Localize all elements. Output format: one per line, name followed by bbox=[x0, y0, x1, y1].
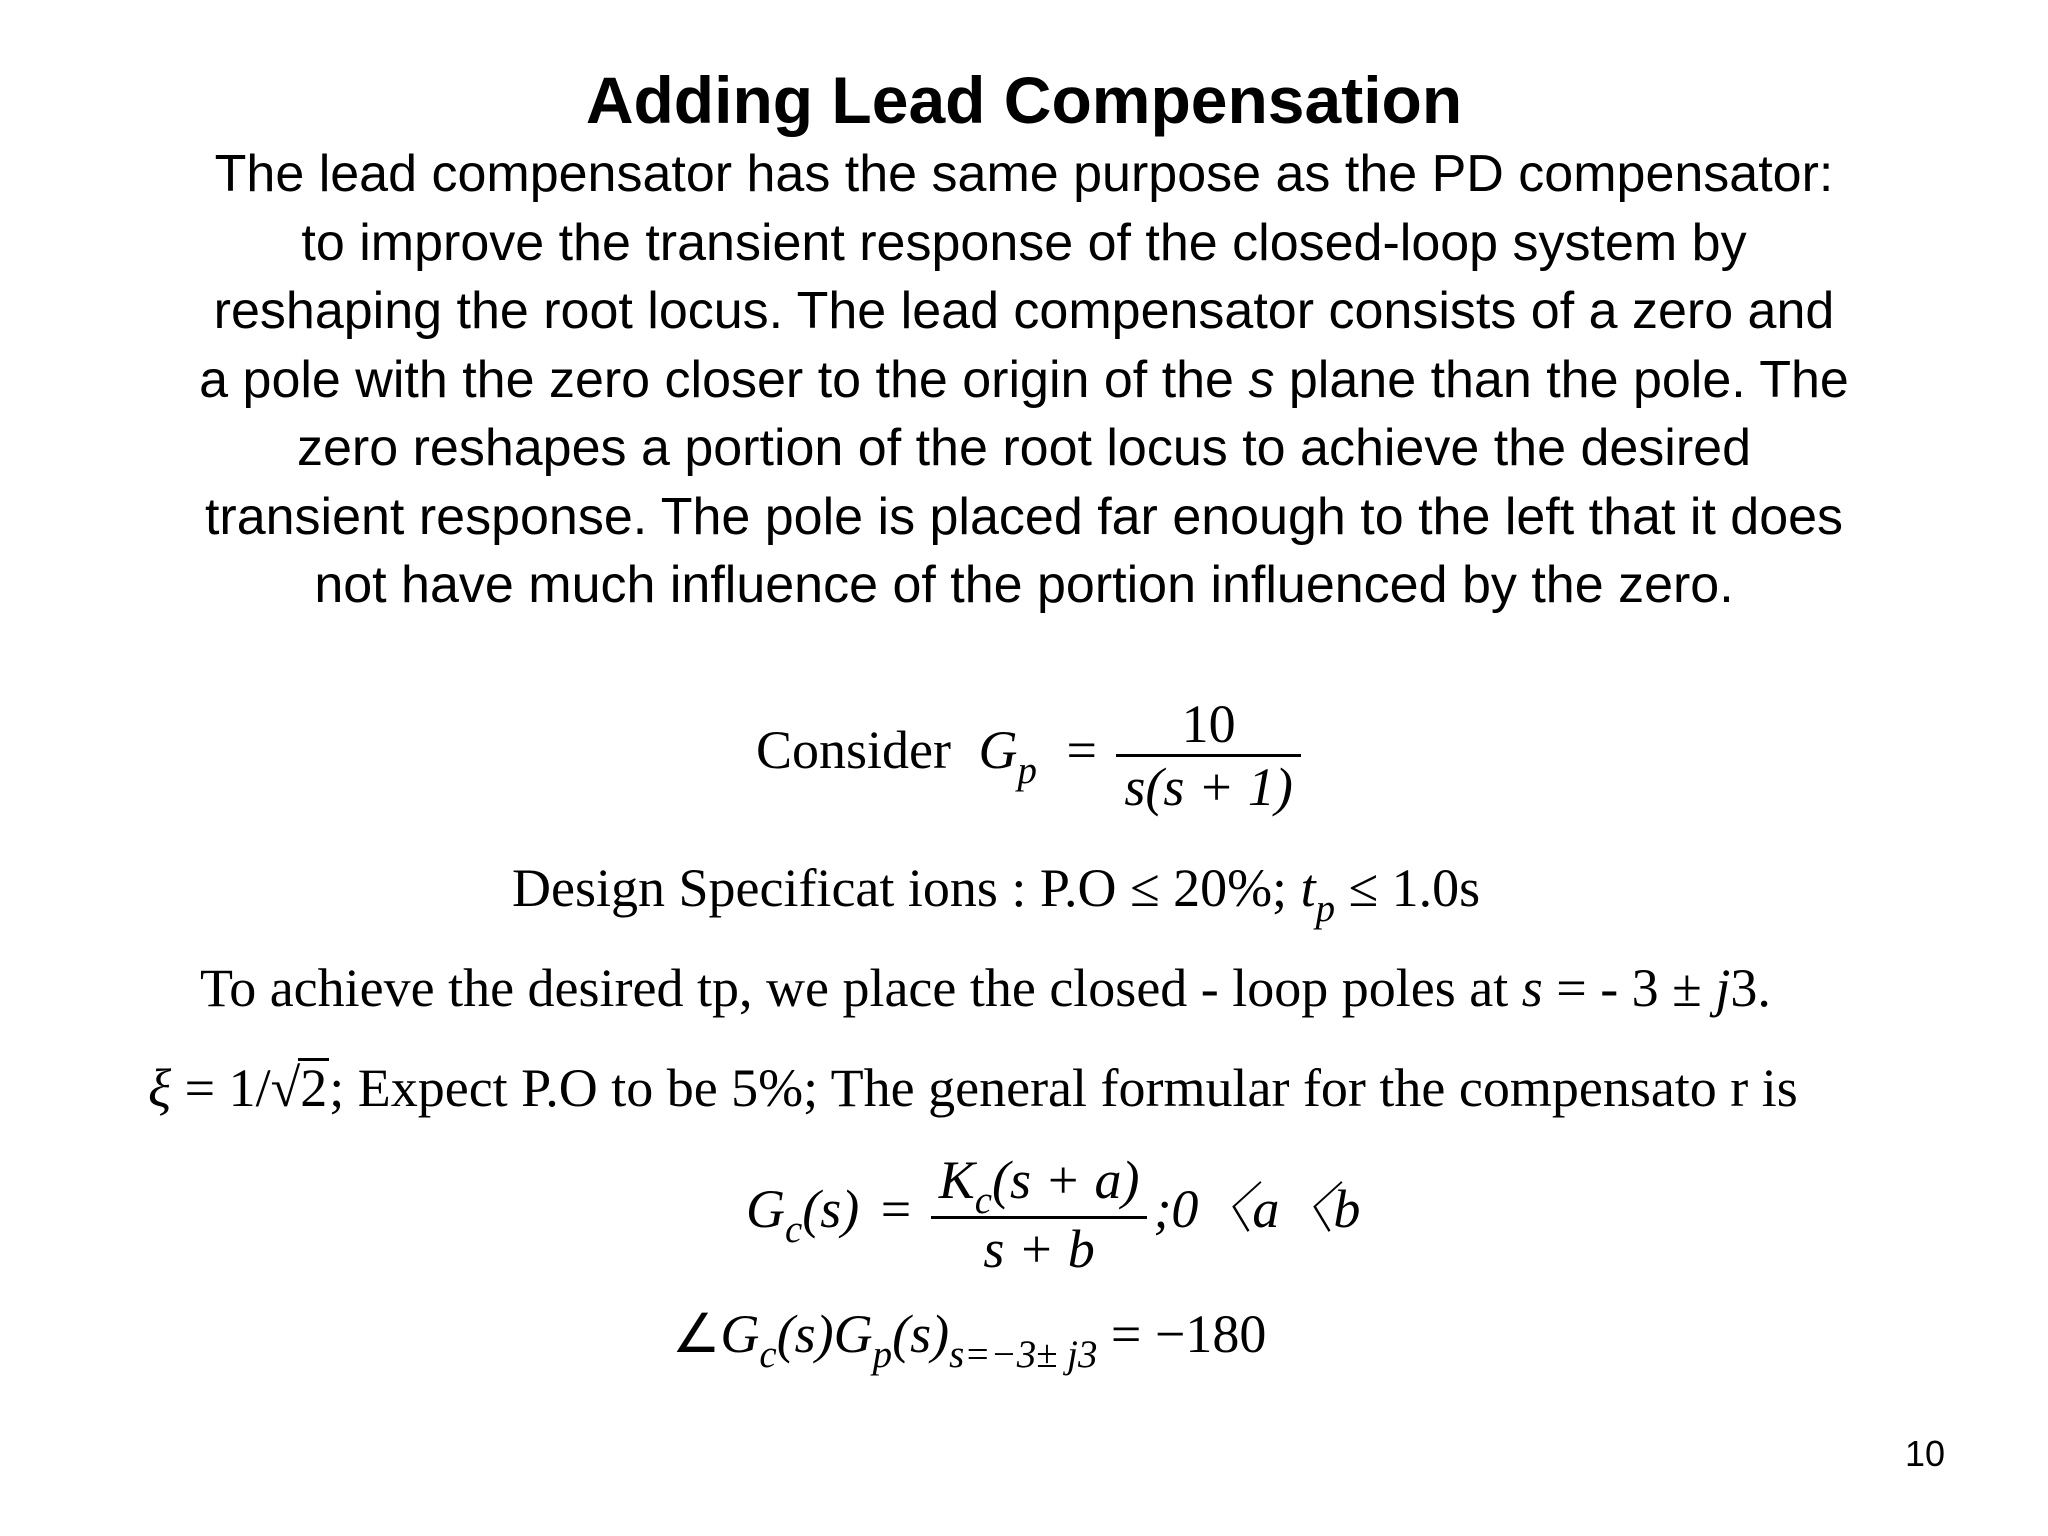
plant-transfer-function bbox=[756, 694, 1307, 817]
compensator-argument: (s) bbox=[802, 1178, 860, 1239]
numerator-term: (s + a) bbox=[992, 1150, 1140, 1210]
sqrt-radicand: 2 bbox=[300, 1058, 328, 1118]
angle-condition bbox=[672, 1304, 1267, 1376]
fraction-numerator: 10 bbox=[1116, 694, 1300, 757]
evaluation-point: s=−3± j3 bbox=[949, 1332, 1098, 1376]
body-line: to improve the transient response of the closed-loop system by bbox=[301, 213, 1747, 272]
poles-value: = - 3 ± bbox=[1542, 958, 1716, 1018]
angle-value: = −180 bbox=[1097, 1304, 1267, 1364]
poles-text: To achieve the desired tp, we place the closed - loop poles at bbox=[200, 958, 1522, 1018]
body-line: transient response. The pole is placed far enough to the left that it does bbox=[204, 487, 1844, 546]
consider-label: Consider bbox=[756, 719, 951, 780]
compensator-transfer-function bbox=[746, 1150, 1360, 1279]
page-number: 10 bbox=[1904, 1433, 1945, 1474]
body-paragraph bbox=[110, 140, 1938, 620]
angle-symbol: ∠ bbox=[672, 1304, 721, 1364]
damping-ratio-statement bbox=[148, 1058, 1798, 1118]
fraction-denominator: s + b bbox=[983, 1219, 1095, 1279]
compensator-symbol: G bbox=[720, 1304, 760, 1364]
gain-symbol: K bbox=[938, 1150, 975, 1210]
body-line: not have much influence of the portion influenced by the zero. bbox=[314, 556, 1734, 614]
peak-time-subscript: p bbox=[1315, 886, 1336, 930]
peak-time-symbol: t bbox=[1300, 858, 1316, 918]
plant-symbol: G bbox=[833, 1304, 873, 1364]
compensator-subscript: c bbox=[759, 1332, 777, 1376]
s-variable: s bbox=[1248, 350, 1275, 409]
compensator-subscript: c bbox=[785, 1207, 803, 1251]
equals-sign: = bbox=[1066, 719, 1097, 780]
compensator-argument: (s) bbox=[776, 1304, 834, 1364]
sqrt-symbol: √ bbox=[270, 1058, 301, 1118]
equals-sign: = bbox=[880, 1178, 912, 1239]
j-variable: j bbox=[1715, 958, 1731, 1018]
s-variable: s bbox=[1521, 958, 1543, 1018]
spec-tail: ≤ 1.0s bbox=[1335, 858, 1481, 918]
plant-subscript: p bbox=[1017, 748, 1037, 792]
poles-end: 3. bbox=[1730, 958, 1771, 1018]
body-text: plane than the pole. The bbox=[1274, 350, 1849, 409]
spec-text: Design Specificat ions : P.O ≤ 20%; bbox=[512, 858, 1301, 918]
body-line bbox=[110, 346, 1938, 415]
closed-loop-poles-statement bbox=[200, 958, 1771, 1018]
body-line: reshaping the root locus. The lead compensator consists of a zero and bbox=[213, 282, 1835, 340]
fraction-numerator bbox=[931, 1150, 1148, 1222]
slide-title: Adding Lead Compensation bbox=[585, 63, 1463, 137]
body-line: zero reshapes a portion of the root locus to achieve the desired bbox=[297, 419, 1751, 477]
body-text: a pole with the zero closer to the origin of the bbox=[199, 350, 1249, 409]
gain-subscript: c bbox=[974, 1178, 993, 1222]
body-line: The lead compensator has the same purpose as the PD compensator: bbox=[214, 145, 1834, 203]
damping-text: ; Expect P.O to be 5%; The general formular for the compensato r is bbox=[329, 1058, 1798, 1118]
design-specifications bbox=[512, 858, 1481, 930]
plant-subscript: p bbox=[872, 1332, 893, 1376]
fraction-denominator: s(s + 1) bbox=[1124, 757, 1293, 817]
plant-symbol: G bbox=[978, 719, 1018, 780]
plant-argument: (s) bbox=[892, 1304, 950, 1364]
xi-value: = 1/ bbox=[171, 1058, 271, 1118]
compensator-condition: ;0〈a〈b bbox=[1153, 1178, 1361, 1239]
compensator-symbol: G bbox=[746, 1178, 785, 1239]
compensator-fraction bbox=[931, 1150, 1148, 1279]
plant-fraction bbox=[1116, 694, 1300, 817]
xi-symbol: ξ bbox=[148, 1058, 172, 1118]
